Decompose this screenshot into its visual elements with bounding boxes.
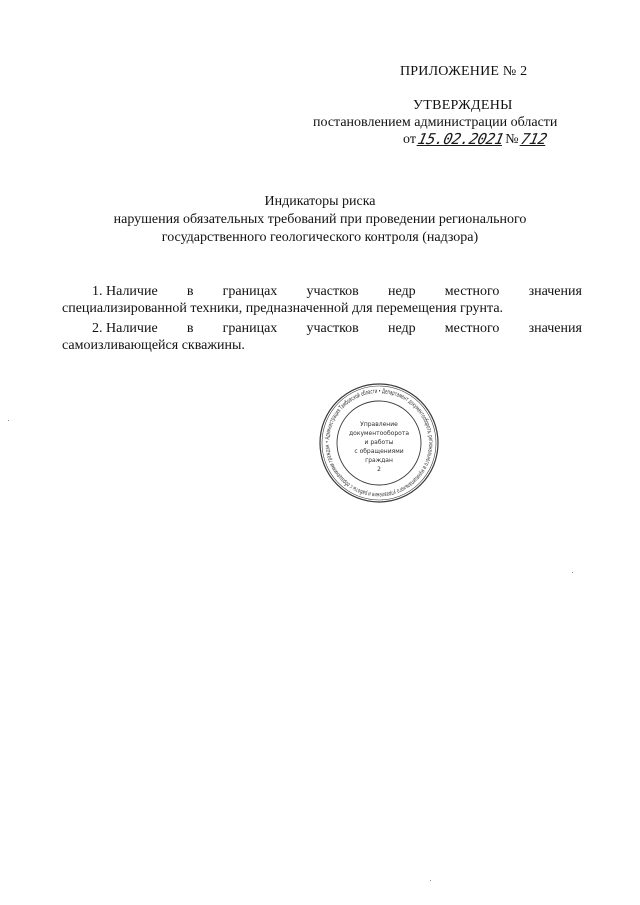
list-item: [62, 320, 582, 354]
list-item-continuation: самоизливающейся скважины.: [62, 338, 245, 353]
stamp-inner-line-6: 2: [377, 466, 381, 473]
list-item-first-line: [62, 320, 582, 337]
word: местного: [444, 284, 500, 299]
word: участков: [306, 321, 359, 336]
list-item-number-and-word: 1. Наличие: [92, 284, 158, 299]
word: недр: [387, 321, 416, 336]
scan-speck: [572, 572, 573, 573]
word: значения: [528, 321, 582, 336]
official-stamp: [318, 382, 440, 504]
stamp-inner-line-2: документооборота: [349, 430, 409, 437]
word: границах: [222, 284, 278, 299]
title-line-1: Индикаторы риска: [264, 194, 376, 209]
stamp-ring-text: • Администрация Тамбовской области • Департамент документооборота, регионального и муниципального управления и работы с обращениями граждан: [323, 387, 435, 499]
stamp-inner-line-5: граждан: [365, 457, 393, 464]
handwritten-number: 712: [518, 130, 549, 148]
date-number-line: [403, 130, 548, 148]
annex-label: ПРИЛОЖЕНИЕ № 2: [400, 64, 528, 79]
stamp-inner-line-3: и работы: [364, 439, 394, 446]
list-item-number-and-word: 2. Наличие: [92, 321, 158, 336]
date-prefix: от: [403, 132, 416, 147]
number-sign: №: [505, 132, 519, 147]
stamp-inner-line-1: Управление: [360, 421, 398, 428]
list-item-first-line: [62, 283, 582, 300]
word: границах: [222, 321, 278, 336]
list-item: [62, 283, 582, 317]
word: в: [186, 284, 194, 299]
approved-label: УТВЕРЖДЕНЫ: [413, 98, 513, 113]
decree-line: постановлением администрации области: [313, 115, 558, 130]
stamp-inner-line-4: с обращениями: [354, 448, 404, 455]
scan-speck: [8, 420, 9, 421]
word: недр: [387, 284, 416, 299]
title-line-3: государственного геологического контроля (надзора): [161, 230, 479, 245]
word: значения: [528, 284, 582, 299]
word: местного: [444, 321, 500, 336]
word: участков: [306, 284, 359, 299]
word: в: [186, 321, 194, 336]
handwritten-date: 15.02.2021: [416, 130, 506, 148]
title-line-2: нарушения обязательных требований при проведении регионального: [113, 212, 527, 227]
list-item-continuation: специализированной техники, предназначенной для перемещения грунта.: [62, 301, 504, 316]
scan-speck: [430, 880, 431, 881]
